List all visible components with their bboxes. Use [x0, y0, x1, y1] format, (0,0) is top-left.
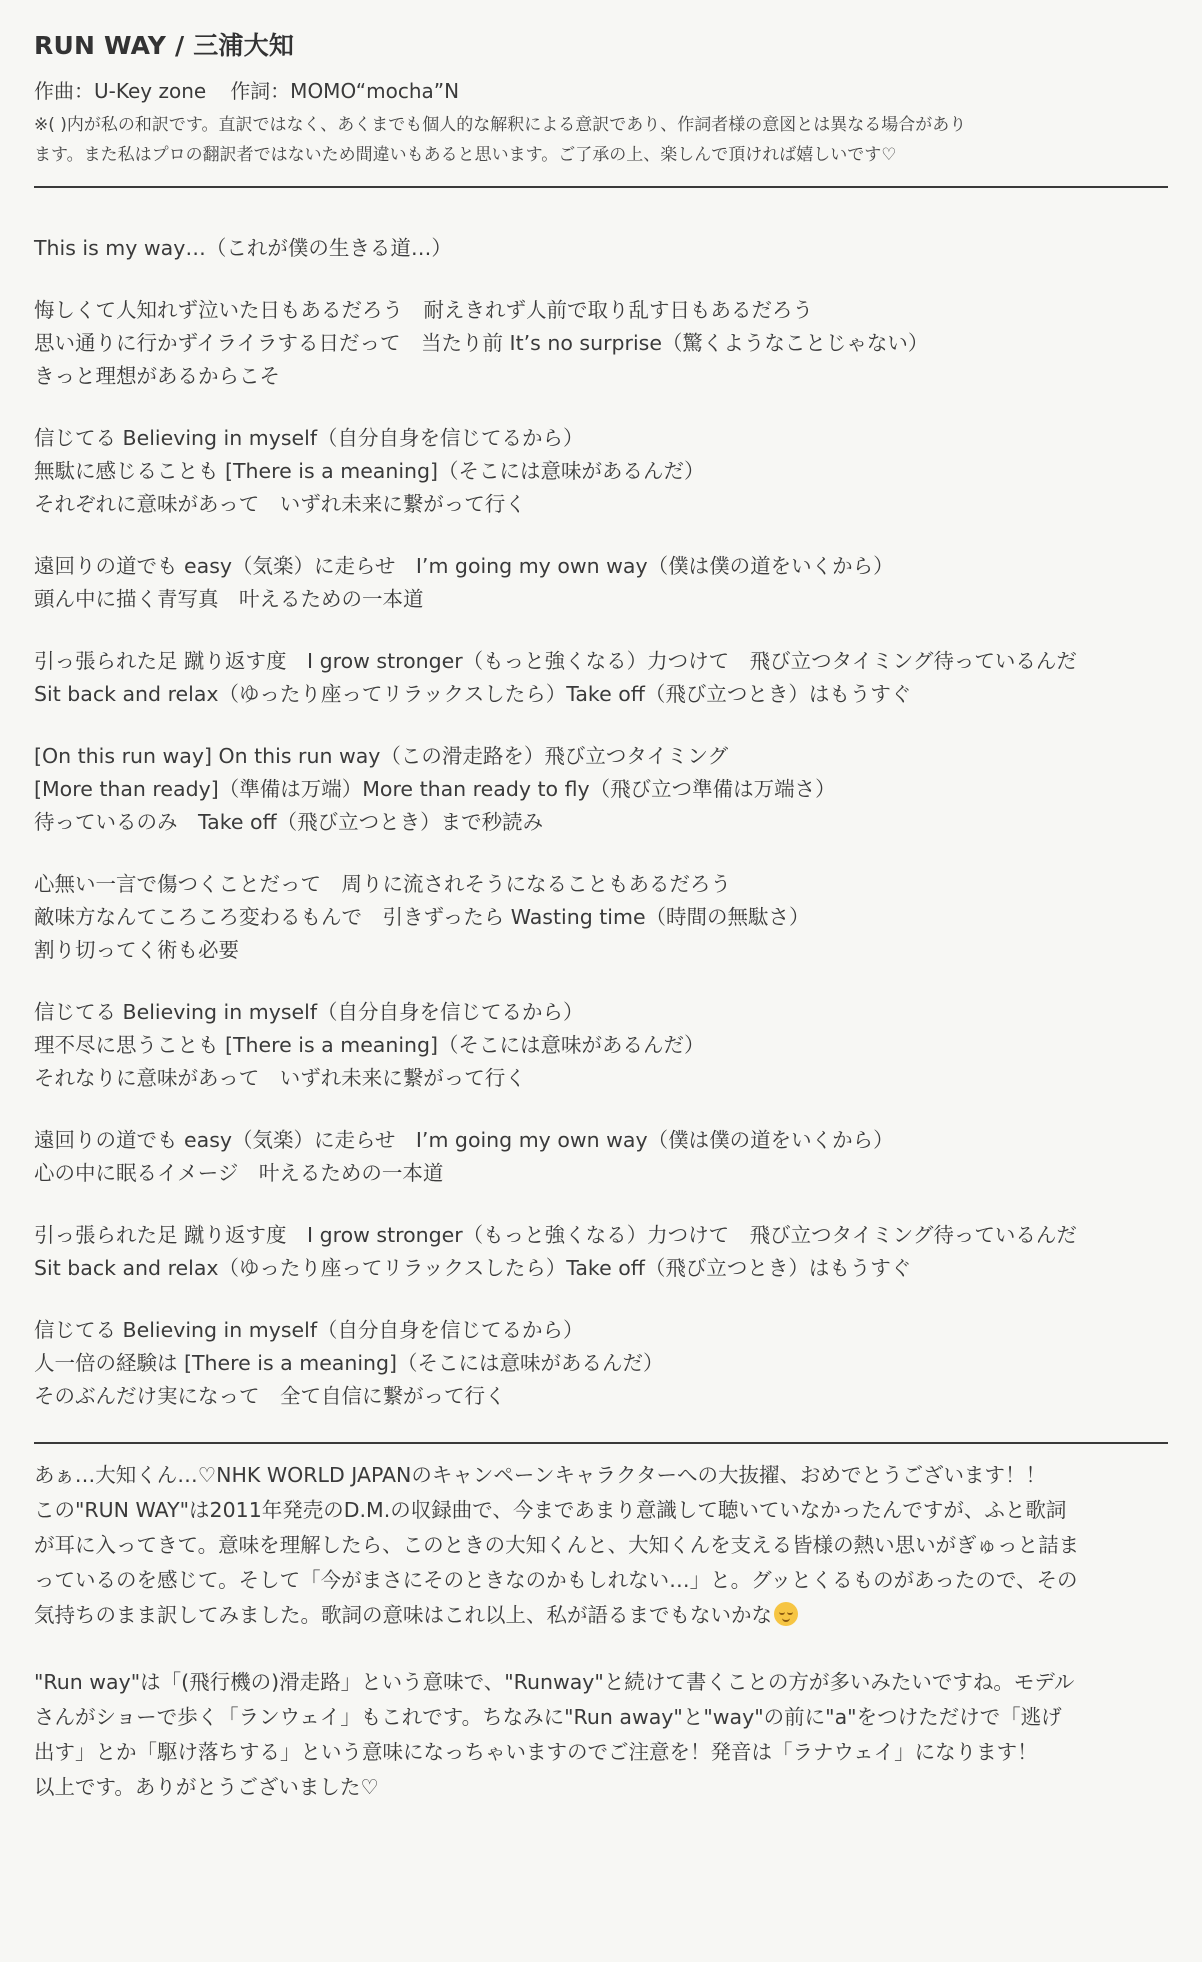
- lyric-stanza: [34, 232, 1168, 265]
- comment-line: が耳に入ってきて。意味を理解したら、このときの大知くんと、大知くんを支える皆様の熱い思いがぎゅっと詰ま: [34, 1533, 1080, 1557]
- lyric-line: 心無い一言で傷つくことだって 周りに流されそうになることもあるだろう: [34, 872, 731, 896]
- lyric-line: 信じてる Believing in myself（自分自身を信じてるから）: [34, 426, 584, 450]
- lyric-line: 待っているのみ Take off（飛び立つとき）まで秒読み: [34, 810, 544, 834]
- lyric-line: 敵味方なんてころころ変わるもんで 引きずったら Wasting time（時間の無駄さ）: [34, 905, 810, 929]
- lyric-line: 悔しくて人知れず泣いた日もあるだろう 耐えきれず人前で取り乱す日もあるだろう: [34, 298, 813, 322]
- comment-paragraph: [34, 1458, 1168, 1633]
- lyric-line: Sit back and relax（ゆったり座ってリラックスしたら）Take off（飛び立つとき）はもうすぐ: [34, 682, 912, 706]
- lyric-line: Sit back and relax（ゆったり座ってリラックスしたら）Take off（飛び立つとき）はもうすぐ: [34, 1256, 912, 1280]
- lyric-stanza: [34, 996, 1168, 1095]
- comment-line: あぁ…大知くん…♡NHK WORLD JAPANのキャンペーンキャラクターへの大抜擢、おめでとうございます！！: [34, 1463, 1047, 1487]
- comment-section: [34, 1444, 1168, 1805]
- lyric-line: This is my way…（これが僕の生きる道…）: [34, 236, 452, 260]
- lyric-line: [On this run way] On this run way（この滑走路を）飛び立つタイミング: [34, 744, 729, 768]
- lyric-stanza: [34, 1124, 1168, 1190]
- page-title: RUN WAY / 三浦大知: [34, 31, 295, 60]
- lyric-line: 人一倍の経験は [There is a meaning]（そこには意味があるんだ）: [34, 1351, 664, 1375]
- lyric-stanza: [34, 740, 1168, 839]
- lyric-line: それぞれに意味があって いずれ未来に繋がって行く: [34, 492, 526, 516]
- lyric-stanza: [34, 1219, 1168, 1285]
- comment-line: [34, 1598, 1168, 1633]
- lyric-line: 引っ張られた足 蹴り返す度 I grow stronger（もっと強くなる）力つけて 飛び立つタイミング待っているんだ: [34, 649, 1077, 673]
- lyric-line: 心の中に眠るイメージ 叶えるための一本道: [34, 1161, 444, 1185]
- lyricist-credit: 作詞：MOMO“mocha”N: [230, 79, 460, 103]
- lyric-line: 思い通りに行かずイライラする日だって 当たり前 It’s no surprise（驚くようなことじゃない）: [34, 331, 929, 355]
- lyric-line: 遠回りの道でも easy（気楽）に走らせ I’m going my own way（僕は僕の道をいくから）: [34, 1128, 894, 1152]
- lyric-line: 信じてる Believing in myself（自分自身を信じてるから）: [34, 1000, 584, 1024]
- lyric-line: 遠回りの道でも easy（気楽）に走らせ I’m going my own way（僕は僕の道をいくから）: [34, 554, 894, 578]
- relieved-face-icon: [774, 1602, 798, 1626]
- translation-note: [34, 110, 1168, 170]
- lyric-stanza: [34, 868, 1168, 967]
- comment-paragraph: [34, 1665, 1168, 1805]
- credits: [34, 76, 1168, 106]
- lyrics-section: [34, 188, 1168, 1413]
- lyric-line: 引っ張られた足 蹴り返す度 I grow stronger（もっと強くなる）力つけて 飛び立つタイミング待っているんだ: [34, 1223, 1077, 1247]
- composer-credit: 作曲：U-Key zone: [34, 79, 207, 103]
- comment-line: "Run way"は「(飛行機の)滑走路」という意味で、"Runway"と続けて書くことの方が多いみたいですね。モデル: [34, 1670, 1075, 1694]
- lyric-line: そのぶんだけ実になって 全て自信に繋がって行く: [34, 1384, 506, 1408]
- lyric-stanza: [34, 294, 1168, 393]
- comment-line: っているのを感じて。そして「今がまさにそのときなのかもしれない…」と。グッとくるものがあったので、その: [34, 1568, 1078, 1592]
- comment-line: 出す」とか「駆け落ちする」という意味になっちゃいますのでご注意を！発音は「ラナウェイ」になります！: [34, 1740, 1038, 1764]
- comment-line: この"RUN WAY"は2011年発売のD.M.の収録曲で、今まであまり意識して聴いていなかったんですが、ふと歌詞: [34, 1498, 1067, 1522]
- lyric-line: それなりに意味があって いずれ未来に繋がって行く: [34, 1066, 526, 1090]
- lyric-line: [More than ready]（準備は万端）More than ready to fly（飛び立つ準備は万端さ）: [34, 777, 836, 801]
- note-line: ※( )内が私の和訳です。直訳ではなく、あくまでも個人的な解釈による意訳であり、作詞者様の意図とは異なる場合があり: [34, 115, 967, 135]
- lyric-stanza: [34, 550, 1168, 616]
- note-line: ます。また私はプロの翻訳者ではないため間違いもあると思います。ご了承の上、楽しんで頂ければ嬉しいです♡: [34, 145, 897, 165]
- lyric-line: 信じてる Believing in myself（自分自身を信じてるから）: [34, 1318, 584, 1342]
- lyric-stanza: [34, 645, 1168, 711]
- comment-line-text: 気持ちのまま訳してみました。歌詞の意味はこれ以上、私が語るまでもないかな: [34, 1603, 772, 1627]
- lyric-line: 割り切ってく術も必要: [34, 938, 239, 962]
- lyric-line: 無駄に感じることも [There is a meaning]（そこには意味があるんだ）: [34, 459, 705, 483]
- comment-line: 以上です。ありがとうございました♡: [34, 1775, 379, 1799]
- lyric-line: きっと理想があるからこそ: [34, 364, 280, 388]
- comment-line: さんがショーで歩く「ランウェイ」もこれです。ちなみに"Run away"と"way"の前に"a"をつけただけで「逃げ: [34, 1705, 1062, 1729]
- lyric-stanza: [34, 1314, 1168, 1413]
- lyric-line: 理不尽に思うことも [There is a meaning]（そこには意味があるんだ）: [34, 1033, 705, 1057]
- lyric-line: 頭ん中に描く青写真 叶えるための一本道: [34, 587, 424, 611]
- lyric-stanza: [34, 422, 1168, 521]
